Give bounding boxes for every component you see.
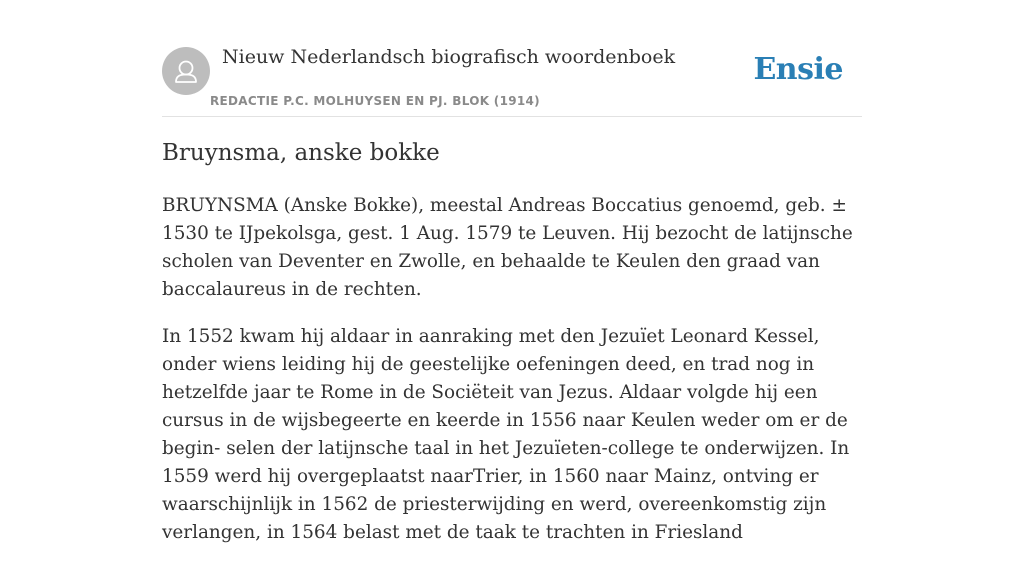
header [162, 0, 862, 117]
user-icon [162, 47, 210, 95]
article-title: Bruynsma, anske bokke [162, 140, 440, 166]
book-editor: REDACTIE P.C. MOLHUYSEN EN PJ. BLOK (1914) [210, 94, 540, 108]
ensie-logo[interactable]: Ensie [753, 52, 843, 87]
avatar[interactable] [162, 47, 210, 95]
article-paragraph: In 1552 kwam hij aldaar in aanraking met den Jezuïet Leonard Kessel, onder wiens leiding hij de geestelijke oefeningen deed, en trad nog in hetzelfde jaar te Rome in de Sociëteit van Jezus. Aldaar volgde hij een cursus in de wijsbegeerte en keerde in 1556 naar Keulen weder om er de begin- selen der latijnsche taal in het Jezuïeten-college te onderwijzen. In 1559 werd hij overgeplaatst naarTrier, in 1560 naar Mainz, ontving er waarschijnlijk in 1562 de priesterwijding en werd, overeenkomstig zijn verlangen, in 1564 belast met de taak te trachten in Friesland [162, 326, 850, 543]
article-paragraph: BRUYNSMA (Anske Bokke), meestal Andreas Boccatius genoemd, geb. ± 1530 te IJpekolsga, gest. 1 Aug. 1579 te Leuven. Hij bezocht de latijnsche scholen van Deventer en Zwolle, en behaalde te Keulen den graad van baccalaureus in de rechten. [162, 195, 853, 300]
article-body [162, 192, 862, 566]
page [162, 0, 862, 543]
book-title[interactable]: Nieuw Nederlandsch biografisch woordenboek [222, 46, 676, 68]
